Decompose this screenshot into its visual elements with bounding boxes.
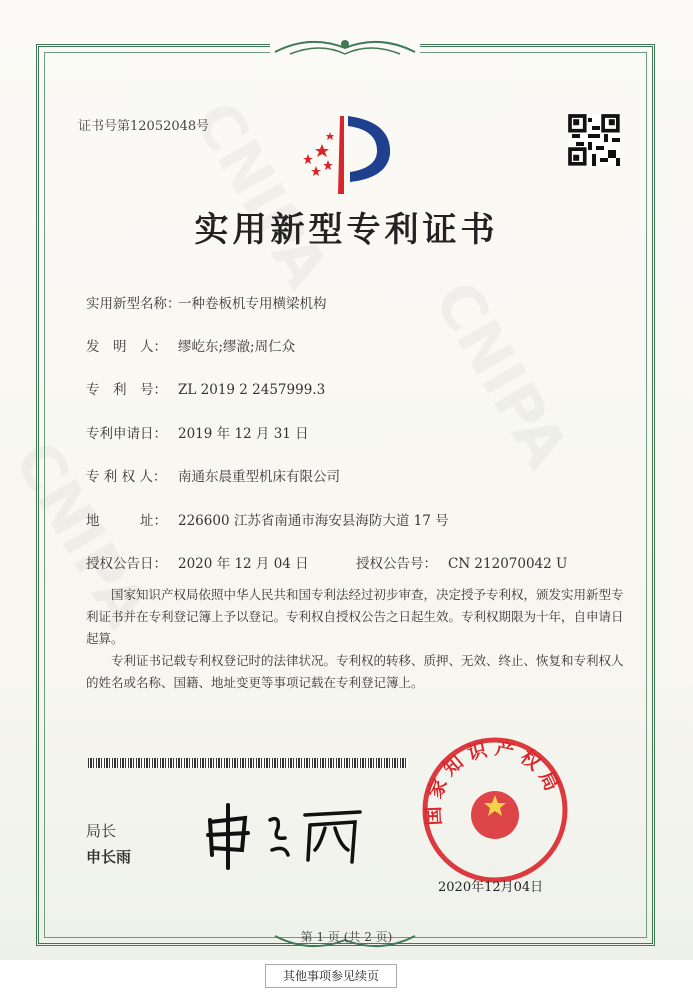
field-label: 实用新型名称： [86,296,181,312]
field-value: CN 212070042 U [448,556,568,572]
director-name: 申长雨 [86,848,132,866]
signature [200,800,370,870]
field-utility-model-name [86,292,327,312]
ornament-top [270,34,420,60]
certificate-title: 实用新型专利证书 [194,210,499,250]
seal-date: 2020年12月04日 [438,880,544,895]
field-label: 发 明 人： [86,339,167,355]
field-value: 一种卷板机专用横梁机构 [178,296,327,312]
field-label: 地 址： [86,513,167,529]
certificate-number: 证书号第12052048号 [78,119,210,134]
field-label: 授权公告日： [86,556,167,572]
field-application-date [86,422,309,442]
field-label: 专利申请日： [86,426,167,442]
field-label: 专 利 权 人： [86,469,167,485]
field-value: 南通东晨重型机床有限公司 [178,469,340,485]
official-seal [420,735,570,885]
field-value: 2020 年 12 月 04 日 [178,556,309,572]
field-patent-number [86,378,325,398]
field-label: 专 利 号： [86,382,167,398]
legal-paragraph: 国家知识产权局依照中华人民共和国专利法经过初步审查，决定授予专利权，颁发实用新型专利证书并在专利登记簿上予以登记。专利权自授权公告之日起生效。专利权期限为十年，自申请日起算。 [86,587,624,646]
qr-code [568,114,620,166]
barcode [88,758,408,768]
field-inventors [86,335,295,355]
field-value: 缪屹东;缪澈;周仁众 [178,339,296,355]
field-value: ZL 2019 2 2457999.3 [178,382,326,398]
legal-paragraph: 专利证书记载专利权登记时的法律状况。专利权的转移、质押、无效、终止、恢复和专利权人的姓名或名称、国籍、地址变更等事项记载在专利登记簿上。 [86,653,624,690]
field-value: 2019 年 12 月 31 日 [178,426,309,442]
field-grant-date [86,552,309,572]
field-announcement-number [356,552,567,572]
field-value: 226600 江苏省南通市海安县海防大道 17 号 [178,513,449,529]
footer-note: 其他事项参见续页 [265,964,397,988]
page-indicator: 第 1 页 (共 2 页) [300,930,393,944]
cnipa-logo [292,112,402,198]
field-patentee [86,465,340,485]
field-label: 授权公告号： [356,556,437,572]
seal-text: 国家知识产权局 [422,737,566,826]
director-title: 局长 [86,822,117,840]
field-address [86,509,449,529]
